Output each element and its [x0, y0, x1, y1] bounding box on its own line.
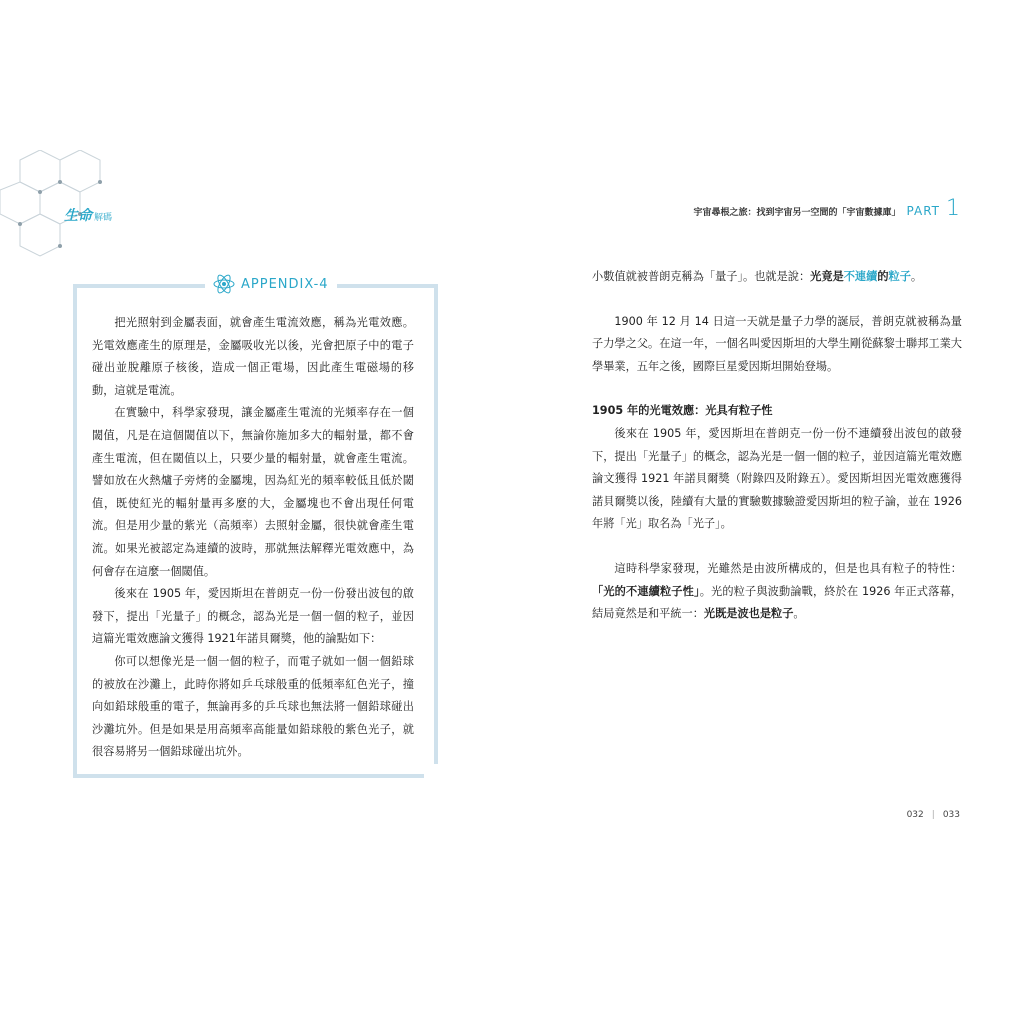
- highlight-text: 不連續: [843, 270, 878, 283]
- body-paragraph: 後來在 1905 年，愛因斯坦在普朗克一份一份不連續發出波包的啟發下，提出「光量子」的概念，認為光是一個一個的粒子，並因這篇光電效應論文獲得 1921 年諾貝爾獎（附錄四及附錄五）。愛因斯坦因光電效應獲得諾貝爾獎以後，陸續有大量的實驗數據驗證愛因斯坦的粒子論，並在 1926 年將「光」取名為「光子」。: [592, 426, 962, 531]
- body-paragraph: [592, 558, 962, 626]
- body-paragraph: [592, 266, 962, 289]
- text-run: 。: [910, 270, 923, 283]
- appendix-body: [92, 312, 414, 764]
- right-page-body: [592, 266, 962, 626]
- box-cut-corner: [424, 764, 438, 778]
- bold-text: 「光的不連續粒子性」: [592, 584, 700, 598]
- body-paragraph: 1900 年 12 月 14 日這一天就是量子力學的誕辰，普朗克就被稱為量子力學之父。在這一年，一個名叫愛因斯坦的大學生剛從蘇黎士聯邦工業大學畢業，五年之後，國際巨星愛因斯坦開始登場。: [592, 314, 962, 373]
- page-number-left: 032: [906, 810, 924, 820]
- appendix-paragraph: 後來在 1905 年，愛因斯坦在普朗克一份一份發出波包的啟發下，提出「光量子」的概念，認為光是一個一個的粒子，並因這篇光電效應論文獲得 1921年諾貝爾獎，他的論點如下：: [92, 587, 414, 646]
- page-numbers: [907, 810, 960, 820]
- bold-text: 光既是波也是粒子: [703, 607, 794, 621]
- page-separator: |: [931, 810, 935, 820]
- atom-icon: [213, 273, 235, 295]
- book-brand-sub: 解碼: [94, 213, 113, 223]
- running-header-left: [64, 205, 112, 225]
- text-run: 的: [877, 270, 889, 283]
- appendix-paragraph: 你可以想像光是一個一個的粒子，而電子就如一個一個鉛球的被放在沙灘上，此時你將如乒乓球般重的低頻率紅色光子，撞向如鉛球般重的電子，無論再多的乒乓球也無法將一個鉛球碰出沙灘坑外。但是如果是用高頻率高能量如鉛球般的紫色光子，就很容易將另一個鉛球碰出坑外。: [92, 654, 414, 759]
- appendix-paragraph: 把光照射到金屬表面，就會產生電流效應，稱為光電效應。光電效應產生的原理是，金屬吸收光以後，光會把原子中的電子碰出並脫離原子核後，造成一個正電場，因此產生電磁場的移動，這就是電流。: [92, 316, 414, 397]
- text-run: 這時科學家發現，光雖然是由波所構成的，但是也具有粒子的特性：: [614, 561, 962, 575]
- section-subheading: 1905 年的光電效應：光具有粒子性: [592, 404, 773, 418]
- appendix-label: APPENDIX-4: [241, 276, 329, 292]
- chapter-title: 宇宙尋根之旅：找到宇宙另一空間的「宇宙數據庫」: [693, 208, 901, 218]
- text-run: 小數值就被普朗克稱為「量子」。也就是說：: [592, 270, 811, 283]
- part-label: PART: [906, 204, 940, 218]
- text-run: 光竟是: [810, 270, 844, 283]
- appendix-heading: [205, 273, 337, 295]
- appendix-paragraph: 在實驗中，科學家發現，讓金屬產生電流的光頻率存在一個閾值，凡是在這個閾值以下，無論你施加多大的輻射量，都不會產生電流，但在閾值以上，只要少量的輻射量，就會產生電流。譬如放在火熱爐子旁烤的金屬塊，因為紅光的頻率較低且低於閾值，既使紅光的輻射量再多麼的大，金屬塊也不會出現任何電流。但是用少量的紫光（高頻率）去照射金屬，很快就會產生電流。如果光被認定為連續的波時，那就無法解釋光電效應中，為何會存在這麼一個閾值。: [92, 406, 414, 578]
- running-header-right: [694, 196, 961, 221]
- text-run: 。光的粒子與波動論戰，終於在 1926 年正式落幕，結局竟然是和平統一：: [592, 584, 962, 621]
- book-brand: 生命: [64, 208, 92, 224]
- text-run: 。: [793, 607, 805, 621]
- page-number-right: 033: [942, 810, 960, 820]
- part-number: 1: [946, 196, 960, 221]
- highlight-text: 粒子: [888, 270, 911, 283]
